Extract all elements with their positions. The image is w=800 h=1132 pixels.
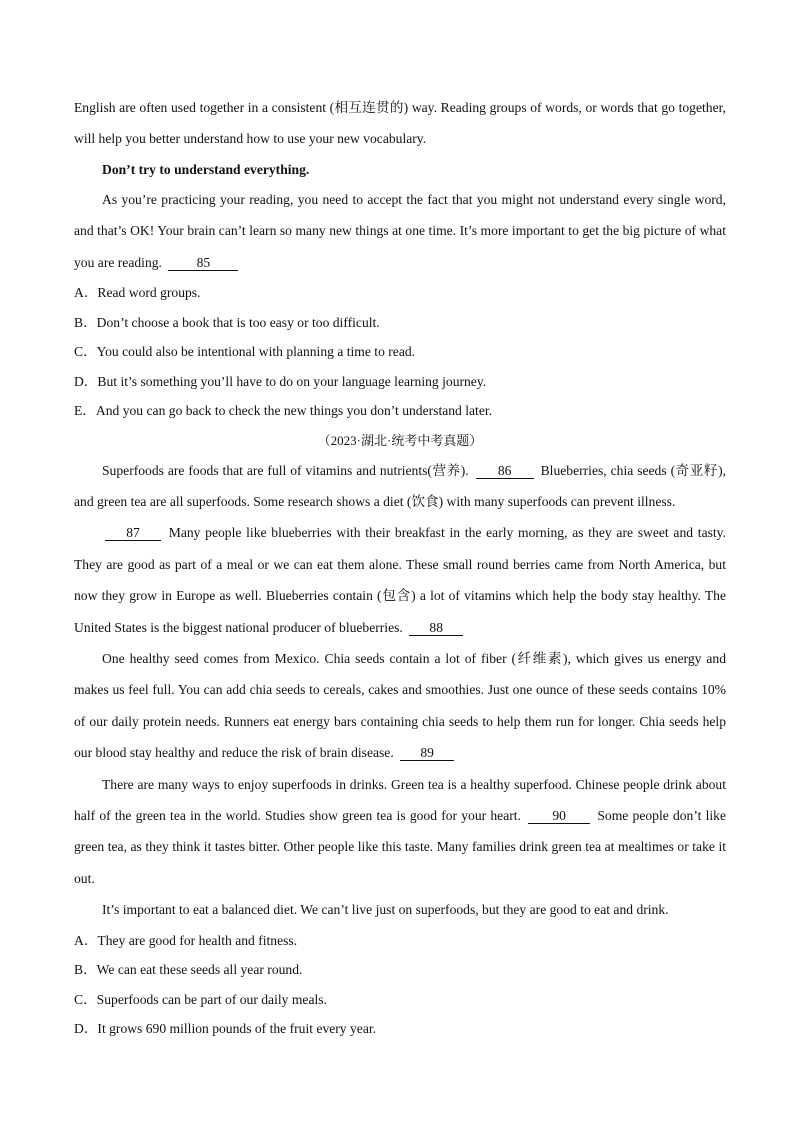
- paragraph-text: Blueberries, chia seeds (奇亚籽), and green tea are all superfoods. Some research shows a diet (饮食) with many superfoods can prevent illness.: [74, 462, 726, 509]
- blank-87: 87: [105, 526, 161, 541]
- option-text: And you can go back to check the new things you don’t understand later.: [95, 403, 493, 419]
- option-text: We can eat these seeds all year round.: [96, 962, 303, 978]
- option-letter: D．: [74, 373, 98, 389]
- option-c: [74, 337, 726, 367]
- option-letter: E．: [74, 403, 96, 419]
- source-label: （2023·湖北·统考中考真题）: [317, 432, 483, 448]
- paragraph-text: There are many ways to enjoy superfoods in drinks. Green tea is a healthy superfood. Chinese people drink about half of the green tea in the world. Studies show green tea is good for your heart.: [74, 776, 726, 823]
- option-text: You could also be intentional with planning a time to read.: [96, 344, 416, 360]
- passage2-paragraph-4: [74, 769, 726, 895]
- option-a: [74, 278, 726, 308]
- blank-90: 90: [528, 809, 590, 824]
- option-letter: A．: [74, 285, 98, 301]
- option-text: Read word groups.: [97, 285, 201, 301]
- passage2-options: [74, 926, 726, 1044]
- passage2-paragraph-1: [74, 455, 726, 518]
- passage2-paragraph-3: [74, 643, 726, 769]
- option-letter: B．: [74, 314, 97, 330]
- option-text: It grows 690 million pounds of the fruit every year.: [97, 1021, 377, 1037]
- option-letter: D．: [74, 1021, 98, 1037]
- option-text: They are good for health and fitness.: [97, 932, 298, 948]
- option-a: [74, 926, 726, 956]
- blank-88: 88: [409, 621, 463, 636]
- option-text: Don’t choose a book that is too easy or too difficult.: [96, 314, 380, 330]
- option-e: [74, 396, 726, 426]
- blank-86: 86: [476, 464, 534, 479]
- passage1-paragraph: [74, 184, 726, 278]
- paragraph-text: As you’re practicing your reading, you need to accept the fact that you might not understand every single word, and that’s OK! Your brain can’t learn so many new things at one time. It’s more important to get the big picture of what you are reading.: [74, 191, 726, 270]
- option-letter: B．: [74, 962, 97, 978]
- passage2-paragraph-2: [74, 517, 726, 643]
- option-c: [74, 985, 726, 1015]
- option-d: [74, 367, 726, 397]
- paragraph-text: Some people don’t like green tea, as they think it tastes bitter. Other people like this taste. Many families drink green tea at mealtimes or take it out.: [74, 808, 726, 886]
- option-b: [74, 308, 726, 338]
- option-text: But it’s something you’ll have to do on your language learning journey.: [97, 373, 487, 389]
- tip-heading: Don’t try to understand everything.: [102, 161, 310, 177]
- paragraph-text: Many people like blueberries with their breakfast in the early morning, as they are sweet and tasty. They are good as part of a meal or we can eat them alone. These small round berries came from North America, but now they grow in Europe as well. Blueberries contain (包含) a lot of vitamins which help the body stay healthy. The United States is the biggest national producer of blueberries.: [74, 525, 726, 635]
- option-letter: A．: [74, 932, 98, 948]
- passage1-options: [74, 278, 726, 426]
- option-letter: C．: [74, 344, 97, 360]
- blank-89: 89: [400, 746, 454, 761]
- passage1-continuation: English are often used together in a consistent (相互连贯的) way. Reading groups of words, or words that go together, will help you better understand how to use your new vocabulary.: [74, 100, 726, 147]
- paragraph-text: Superfoods are foods that are full of vitamins and nutrients(营养).: [102, 462, 469, 478]
- option-letter: C．: [74, 991, 97, 1007]
- option-d: [74, 1014, 726, 1044]
- option-text: Superfoods can be part of our daily meals.: [96, 991, 327, 1007]
- blank-85: 85: [168, 256, 238, 271]
- paragraph-text: One healthy seed comes from Mexico. Chia seeds contain a lot of fiber (纤维素), which gives us energy and makes us feel full. You can add chia seeds to cereals, cakes and smoothies. Just one ounce of these seeds contains 10% of our daily protein needs. Runners eat energy bars containing chia seeds to help them run for longer. Chia seeds help our blood stay healthy and reduce the risk of brain disease.: [74, 650, 726, 761]
- document-page: [74, 92, 726, 1044]
- passage2-paragraph-5: It’s important to eat a balanced diet. We can’t live just on superfoods, but they are good to eat and drink.: [102, 902, 669, 918]
- option-b: [74, 955, 726, 985]
